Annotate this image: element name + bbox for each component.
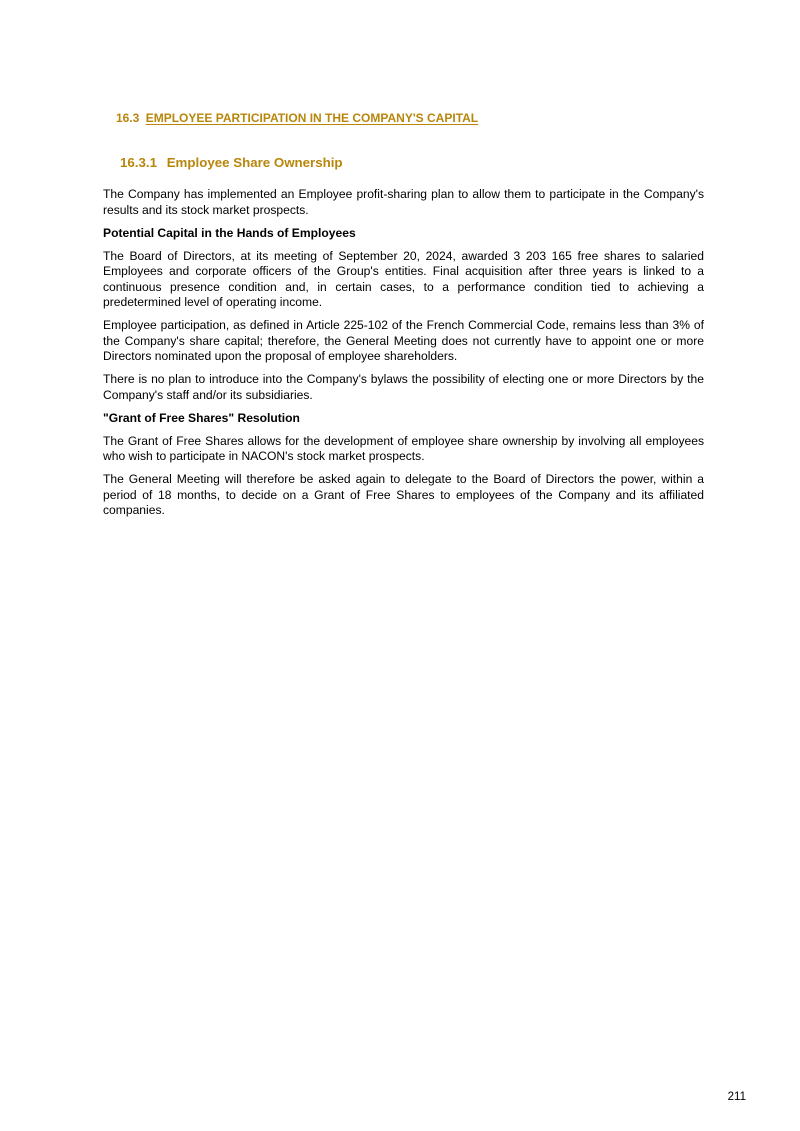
subsection-number: 16.3.1 xyxy=(120,155,157,170)
potential-capital-heading: Potential Capital in the Hands of Employees xyxy=(103,225,356,240)
section-title: EMPLOYEE PARTICIPATION IN THE COMPANY'S CAPITAL xyxy=(145,111,479,125)
grant-paragraph: The Grant of Free Shares allows for the development of employee share ownership by involving all employees who wish to participate in NACON's stock market prospects. xyxy=(103,433,704,463)
section-number: 16.3 xyxy=(116,111,140,125)
participation-paragraph: Employee participation, as defined in Article 225-102 of the French Commercial Code, remains less than 3% of the Company's share capital; therefore, the General Meeting does not currently have to appoint one or more Directors nominated upon the proposal of employee shareholders. xyxy=(103,318,704,363)
bylaws-paragraph: There is no plan to introduce into the Company's bylaws the possibility of electing one or more Directors by the Company's staff and/or its subsidiaries. xyxy=(103,372,704,402)
general-meeting-paragraph: The General Meeting will therefore be asked again to delegate to the Board of Directors the power, within a period of 18 months, to decide on a Grant of Free Shares to employees of the Company and its affiliated companies. xyxy=(103,472,704,517)
document-body xyxy=(103,187,704,526)
subsection-heading xyxy=(120,155,343,170)
subsection-title: Employee Share Ownership xyxy=(166,155,343,170)
board-award-paragraph: The Board of Directors, at its meeting of September 20, 2024, awarded 3 203 165 free shares to salaried Employees and corporate officers of the Group's entities. Final acquisition after three years is linked to a continuous presence condition and, in certain cases, to a performance condition tied to achieving a predetermined level of operating income. xyxy=(103,248,704,309)
resolution-heading: "Grant of Free Shares" Resolution xyxy=(103,410,300,425)
page-number: 211 xyxy=(727,1091,746,1103)
intro-paragraph: The Company has implemented an Employee profit-sharing plan to allow them to participate in the Company's results and its stock market prospects. xyxy=(103,187,704,217)
section-heading xyxy=(116,111,490,125)
